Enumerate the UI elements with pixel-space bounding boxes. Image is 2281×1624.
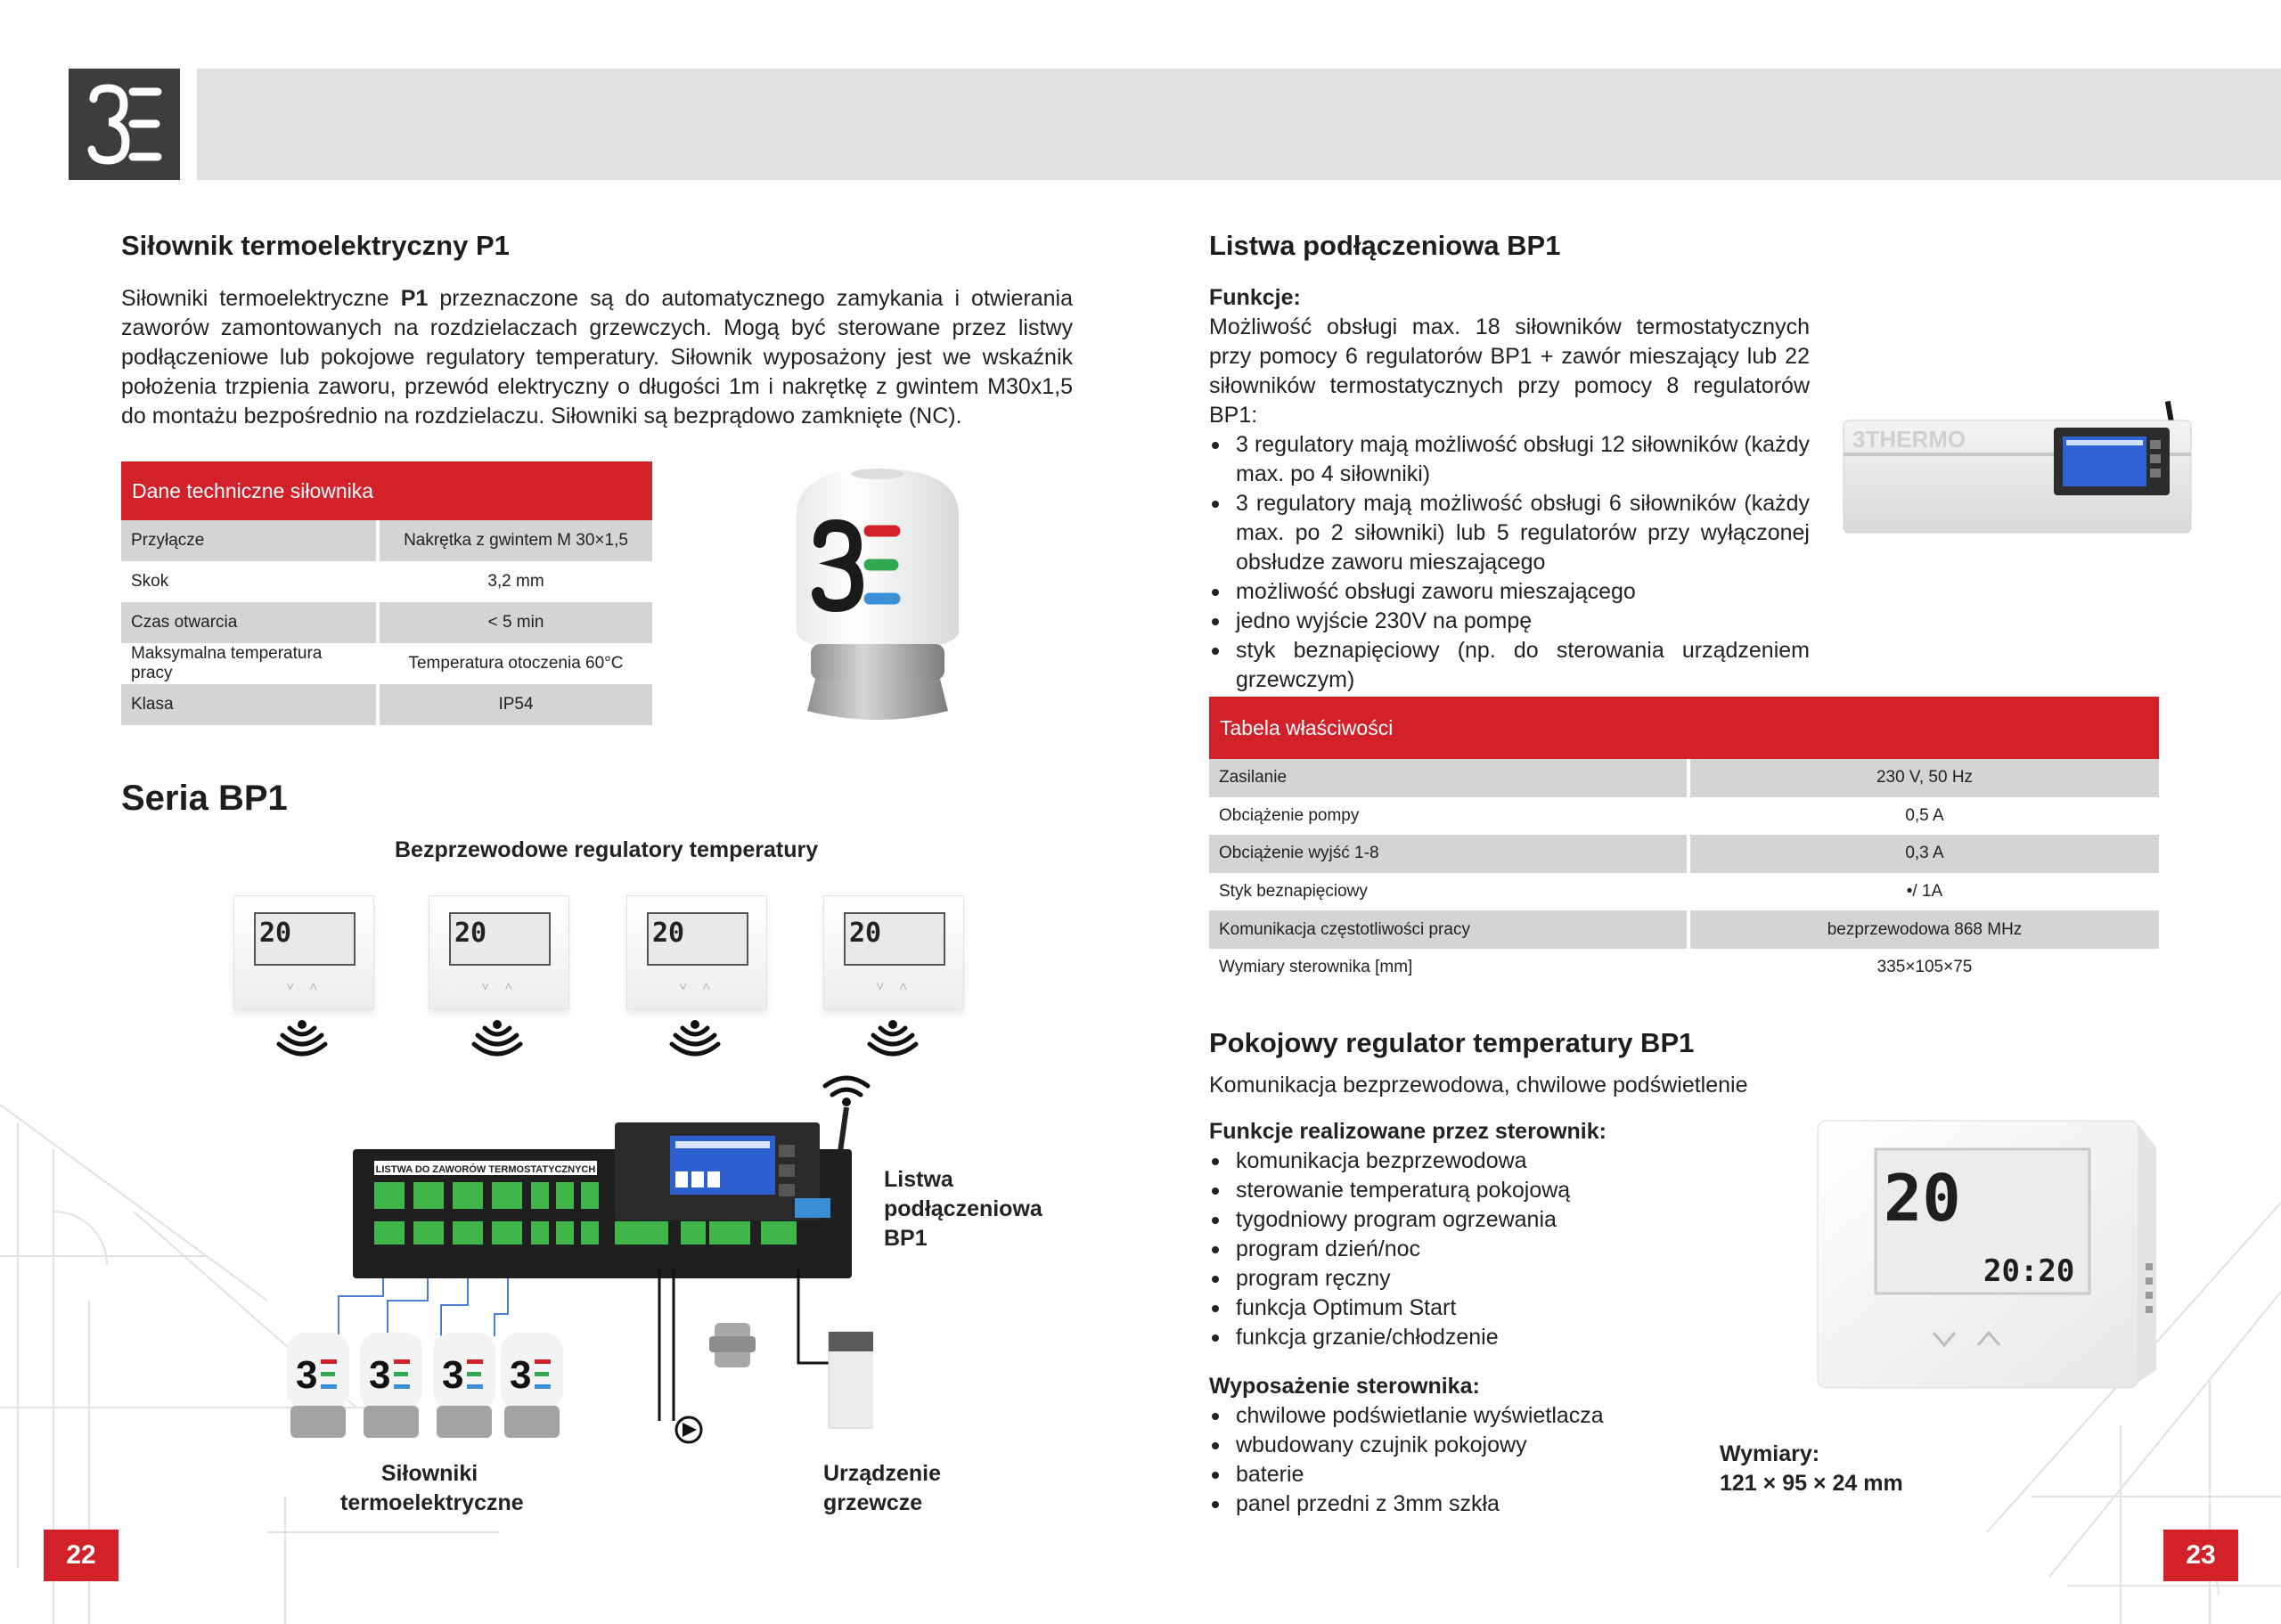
list-item: wbudowany czujnik pokojowy — [1209, 1431, 1833, 1460]
row-value: 230 V, 50 Hz — [1687, 759, 2159, 797]
table-row — [121, 602, 652, 643]
actuators-label: Siłowniki termoelektryczne — [340, 1461, 524, 1515]
wireless-thermostat: 20 ˅ ˄ — [626, 895, 767, 1009]
device-brand-text: 3THERMO — [1852, 426, 1966, 453]
dimensions-label: Wymiary: 121 × 95 × 24 mm — [1720, 1441, 1903, 1496]
room-regulator-title: Pokojowy regulator temperatury BP1 — [1209, 1027, 1695, 1058]
table-row — [1209, 759, 2159, 797]
equipment-label: Wyposażenie sterownika: — [1209, 1374, 1480, 1399]
row-label: Wymiary sterownika [mm] — [1219, 958, 1413, 977]
row-label: Zasilanie — [1209, 759, 1687, 797]
table-row — [121, 643, 652, 684]
list-item: panel przedni z 3mm szkła — [1209, 1489, 1833, 1519]
svg-text:3: 3 — [369, 1353, 391, 1397]
wireless-signal-icon — [470, 1017, 524, 1058]
bp1-strip-device-image — [1840, 399, 2232, 542]
row-value: 0,5 A — [1687, 797, 2159, 836]
wireless-signal-icon — [275, 1017, 329, 1058]
table-row — [121, 684, 652, 725]
list-item: możliwość obsługi zaworu mieszającego — [1209, 577, 1810, 607]
row-label: Obciążenie wyjść 1-8 — [1209, 835, 1687, 873]
list-item: komunikacja bezprzewodowa — [1209, 1147, 1833, 1176]
thermostat-display: 20 — [254, 912, 356, 966]
row-label: Czas otwarcia — [121, 602, 376, 643]
row-label: Maksymalna temperatura pracy — [131, 644, 323, 682]
room-thermostat-image — [1809, 1112, 2156, 1397]
list-item: program ręczny — [1209, 1264, 1833, 1293]
list-item: sterowanie temperaturą pokojową — [1209, 1176, 1833, 1205]
thermostat-display: 20 — [647, 912, 748, 966]
big-thermostat-temp: 20 — [1884, 1161, 1961, 1236]
table-row — [121, 520, 652, 561]
row-label: Skok — [131, 572, 169, 591]
row-label: Komunikacja częstotliwości pracy — [1209, 910, 1687, 949]
wireless-regulators-title: Bezprzewodowe regulatory temperatury — [395, 837, 819, 862]
p1-description: Siłowniki termoelektryczne P1 przeznaczone są do automatycznego zamykania i otwierania zaworów zamontowanych na rozdzielaczach grzewczych. Mogą być sterowane przez listwy podłączeniowe lub pokojowe regulatory temperatury. Siłownik wyposażony jest we wskaźnik położenia trzpienia zaworu, przewód elektryczny o długości 1m i nakrętkę z gwintem M30x1,5 do montażu bezpośrednio na rozdzielaczu. Siłowniki są bezprądowo zamknięte (NC). — [121, 286, 1073, 428]
row-value: 335×105×75 — [1687, 949, 2159, 987]
row-value: IP54 — [376, 684, 652, 725]
bp1-strip-title: Listwa podłączeniowa BP1 — [1209, 230, 1561, 261]
thermostat-display: 20 — [449, 912, 551, 966]
actuators-group-image — [287, 1333, 572, 1449]
room-regulator-subtitle: Komunikacja bezprzewodowa, chwilowe podświetlenie — [1209, 1073, 1748, 1098]
room-functions-list — [1209, 1147, 1833, 1352]
row-value: < 5 min — [376, 602, 652, 643]
series-title: Seria BP1 — [121, 779, 288, 818]
svg-text:3: 3 — [442, 1353, 464, 1397]
big-thermostat-clock: 20:20 — [1983, 1253, 2075, 1289]
list-item: styk beznapięciowy (np. do sterowania urządzeniem grzewczym) — [1209, 636, 1810, 695]
list-item: baterie — [1209, 1460, 1833, 1489]
svg-text:3: 3 — [296, 1353, 318, 1397]
list-item: chwilowe podświetlanie wyświetlacza — [1209, 1401, 1833, 1431]
svg-text:3: 3 — [510, 1353, 532, 1397]
list-item: funkcja grzanie/chłodzenie — [1209, 1323, 1833, 1352]
page-number-right: 23 — [2163, 1530, 2238, 1581]
strip-sticker-text: LISTWA DO ZAWORÓW TERMOSTATYCZNYCH — [375, 1164, 596, 1175]
functions-section — [1209, 283, 1810, 695]
table-row — [121, 561, 652, 602]
spec-table — [121, 461, 652, 725]
wireless-thermostat: 20 ˅ ˄ — [233, 895, 374, 1009]
page-number-left: 22 — [44, 1530, 119, 1581]
wireless-signal-icon — [668, 1017, 722, 1058]
row-value: Nakrętka z gwintem M 30×1,5 — [376, 520, 652, 561]
properties-table — [1209, 697, 2159, 987]
table-row — [1209, 949, 2159, 987]
row-value: Temperatura otoczenia 60°C — [376, 643, 652, 684]
p1-title: Siłownik termoelektryczny P1 — [121, 230, 510, 261]
spec-table-header: Dane techniczne siłownika — [121, 461, 652, 520]
row-value: 3,2 mm — [376, 561, 652, 602]
row-label: Styk beznapięciowy — [1219, 882, 1368, 902]
logo-3e-icon — [69, 69, 180, 180]
wireless-thermostat: 20 ˅ ˄ — [429, 895, 569, 1009]
row-value: bezprzewodowa 868 MHz — [1687, 910, 2159, 949]
list-item: program dzień/noc — [1209, 1235, 1833, 1264]
wireless-thermostat: 20 ˅ ˄ — [823, 895, 964, 1009]
strip-label: Listwa podłączeniowa BP1 — [884, 1167, 1042, 1251]
row-label: Przyłącze — [121, 520, 376, 561]
list-item: 3 regulatory mają możliwość obsługi 12 siłowników (każdy max. po 4 siłowniki) — [1209, 430, 1810, 489]
thermostat-display: 20 — [844, 912, 945, 966]
row-value: 0,3 A — [1687, 835, 2159, 873]
table-row — [1209, 910, 2159, 949]
table-row — [1209, 835, 2159, 873]
header-bar — [197, 69, 2281, 180]
table-row — [1209, 797, 2159, 836]
heating-device-label: Urządzenie grzewcze — [823, 1461, 941, 1515]
brand-logo — [69, 69, 180, 180]
row-label: Klasa — [121, 684, 376, 725]
row-value: •/ 1A — [1687, 873, 2159, 911]
list-item: jedno wyjście 230V na pompę — [1209, 607, 1810, 636]
room-functions-label: Funkcje realizowane przez sterownik: — [1209, 1119, 1607, 1144]
functions-intro: Możliwość obsługi max. 18 siłowników termostatycznych przy pomocy 6 regulatorów BP1 + zawór mieszający lub 22 siłowników termostatycznych przy pomocy 8 regulatorów BP1: — [1209, 314, 1810, 428]
list-item: funkcja Optimum Start — [1209, 1293, 1833, 1323]
functions-list — [1209, 430, 1810, 695]
functions-label: Funkcje: — [1209, 285, 1301, 310]
properties-table-header: Tabela właściwości — [1209, 697, 2159, 759]
table-row — [1209, 873, 2159, 911]
room-functions-section — [1209, 1117, 1833, 1352]
wireless-signal-icon — [866, 1017, 920, 1058]
list-item: tygodniowy program ogrzewania — [1209, 1205, 1833, 1235]
actuator-p1-image — [784, 461, 971, 729]
row-label: Obciążenie pompy — [1219, 805, 1360, 825]
list-item: 3 regulatory mają możliwość obsługi 6 siłowników (każdy max. po 2 siłowniki) lub 5 regulatorów przy wyłączonej obsłudze zaworu mieszającego — [1209, 489, 1810, 577]
